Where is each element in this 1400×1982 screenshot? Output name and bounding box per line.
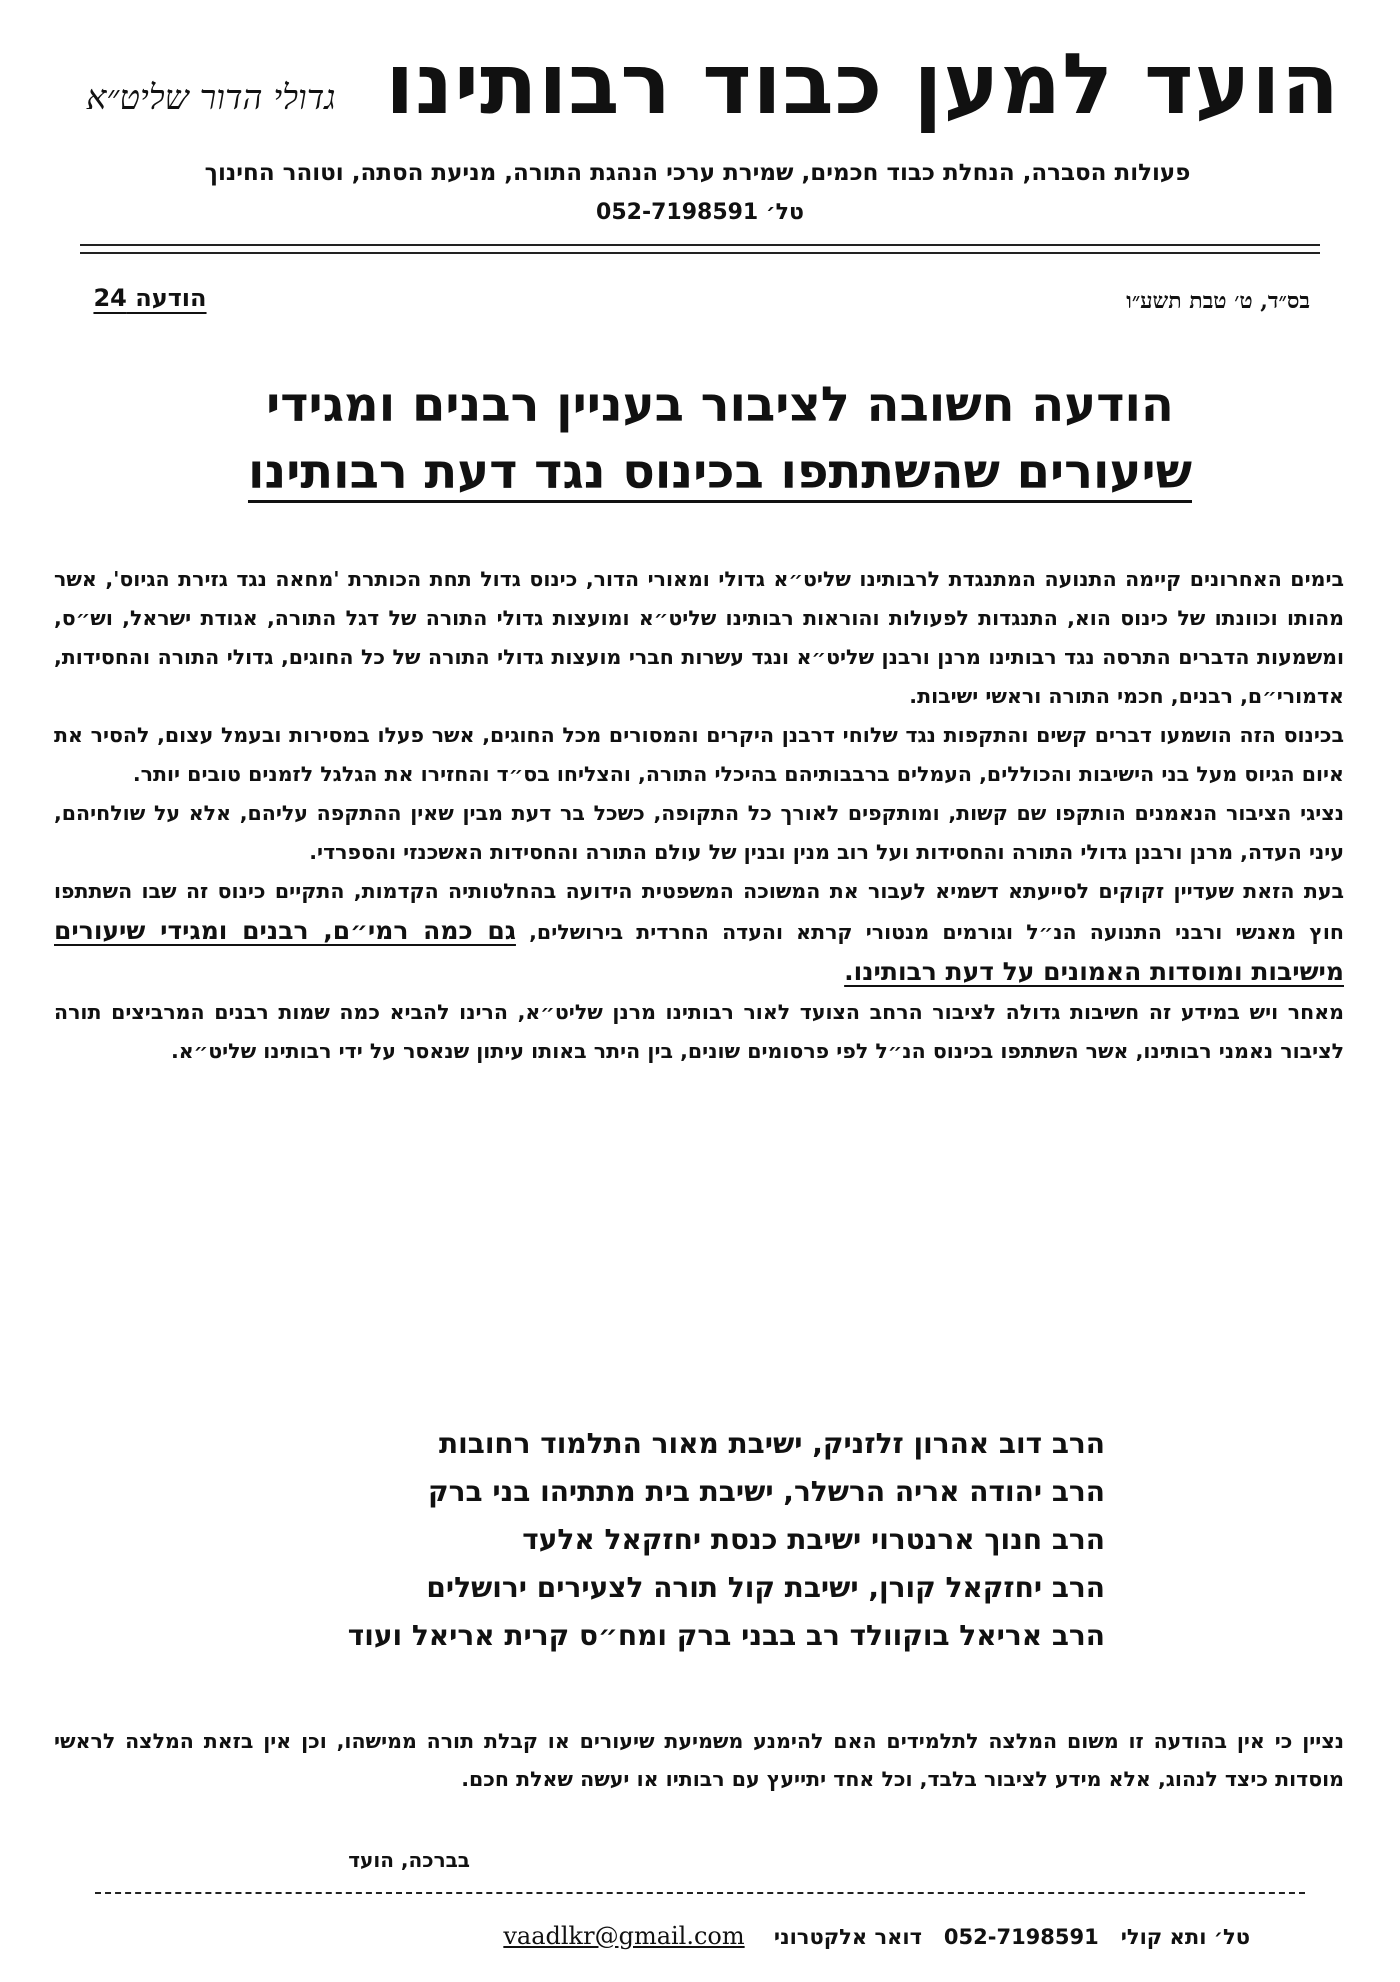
phone-label: טל׳ bbox=[765, 200, 804, 225]
footer-phone: 052-7198591 bbox=[943, 1925, 1099, 1949]
masthead-phone bbox=[0, 200, 1400, 225]
body-paragraph-4 bbox=[54, 872, 1344, 993]
body-paragraph-4-text: בעת הזאת שעדיין זקוקים לסייעתא דשמיא לעבור את המשוכה המשפטית הידועה בהחלטותיה הקדמות, התקיים כינוס זה שבו השתתפו חוץ מאנשי ורבני התנועה הנ״ל וגורמים מנטורי קרתא והעדה החרדית בירושלים, bbox=[54, 879, 1344, 944]
body-highlight: גם כמה רמי״ם, רבנים ומגידי שיעורים מישיבות ומוסדות האמונים על דעת רבותינו. bbox=[54, 916, 1344, 986]
body-paragraph-1: בימים האחרונים קיימה התנועה המתנגדת לרבותינו שליט״א גדולי ומאורי הדור, כינוס גדול תחת הכותרת 'מחאה נגד גזירת הגיוס', אשר מהותו וכוונתו של כינוס הוא, התנגדות לפעולות והוראות רבותינו שליט״א ומועצות גדולי התורה של דגל התורה, אגודת ישראל, וש״ס, ומשמעות הדברים התרסה נגד רבותינו מרנן ורבנן שליט״א ונגד עשרות חברי מועצות גדולי התורה של כל החוגים, גדולי התורה והחסידות, אדמורי״ם, רבנים, חכמי התורה וראשי ישיבות. bbox=[54, 567, 1344, 708]
notice-date: בס״ד, ט׳ טבת תשע״ו bbox=[1126, 288, 1310, 314]
masthead-title: הועד למען כבוד רבותינו bbox=[385, 35, 1340, 133]
list-item: הרב יהודה אריה הרשלר, ישיבת בית מתתיהו בני ברק bbox=[428, 1475, 1105, 1508]
headline-line-2: שיעורים שהשתתפו בכינוס נגד דעת רבותינו bbox=[247, 444, 1192, 501]
notice-number-text: הודעה 24 bbox=[93, 284, 207, 312]
notice-number bbox=[0, 284, 300, 312]
closing-paragraph: נציין כי אין בהודעה זו משום המלצה לתלמידים האם להימנע משמיעת שיעורים או קבלת תורה ממישהו, וכן אין בזאת המלצה לראשי מוסדות כיצד לנהוג, אלא מידע לציבור בלבד, וכל אחד יתייעץ עם רבותיו או יעשה שאלת חכם. bbox=[54, 1729, 1344, 1791]
rabbi-list bbox=[348, 1420, 1105, 1660]
masthead-blessing: גדולי הדור שליט״א bbox=[86, 78, 336, 118]
footer-phone-label: טל׳ ותא קולי bbox=[1120, 1925, 1250, 1949]
footer-email-label: דואר אלקטרוני bbox=[773, 1925, 922, 1949]
footer bbox=[503, 1922, 1250, 1950]
signoff: בברכה, הועד bbox=[348, 1848, 470, 1872]
list-item: הרב דוב אהרון זלזניק, ישיבת מאור התלמוד רחובות bbox=[439, 1427, 1105, 1460]
headline bbox=[150, 372, 1290, 506]
phone-number: 052-7198591 bbox=[596, 200, 759, 225]
list-item: הרב אריאל בוקוולד רב בבני ברק ומח״ס קרית אריאל ועוד bbox=[347, 1619, 1105, 1652]
headline-line-1: הודעה חשובה לציבור בעניין רבנים ומגידי bbox=[266, 377, 1174, 433]
body-paragraph-3: נציגי הציבור הנאמנים הותקפו שם קשות, ומותקפים לאורך כל התקופה, כשכל בר דעת מבין שאין ההתקפה עליהם, אלא על שולחיהם, עיני העדה, מרנן ורבנן גדולי התורה והחסידות ועל רוב מנין ובנין של עולם התורה והחסידות האשכנזי והספרדי. bbox=[54, 801, 1344, 864]
footer-email-link[interactable]: vaadlkr@gmail.com bbox=[503, 1922, 745, 1950]
body-paragraph-2: בכינוס הזה הושמעו דברים קשים והתקפות נגד שלוחי דרבנן היקרים והמסורים מכל החוגים, אשר פעלו במסירות ובעמל עצום, להסיר את איום הגיוס מעל בני הישיבות והכוללים, העמלים ברבבותיהם בהיכלי התורה, והצליחו בס״ד והחזירו את הגלגל לזמנים טובים יותר. bbox=[54, 723, 1344, 786]
list-item: הרב יחזקאל קורן, ישיבת קול תורה לצעירים ירושלים bbox=[426, 1571, 1105, 1604]
list-item: הרב חנוך ארנטרוי ישיבת כנסת יחזקאל אלעד bbox=[522, 1523, 1105, 1556]
notice-body bbox=[54, 560, 1344, 1071]
masthead-subtitle: פעולות הסברה, הנחלת כבוד חכמים, שמירת ערכי הנהגת התורה, מניעת הסתה, וטוהר החינוך bbox=[204, 160, 1191, 186]
body-paragraph-5: מאחר ויש במידע זה חשיבות גדולה לציבור הרחב הצועד לאור רבותינו מרנן שליט״א, הרינו להביא כמה שמות רבנים המרביצים תורה לציבור נאמני רבותינו, אשר השתתפו בכינוס הנ״ל לפי פרסומים שונים, בין היתר באותו עיתון שנאסר על ידי רבותינו שליט״א. bbox=[54, 1000, 1344, 1063]
footer-divider bbox=[95, 1892, 1305, 1894]
header-divider bbox=[80, 244, 1320, 254]
